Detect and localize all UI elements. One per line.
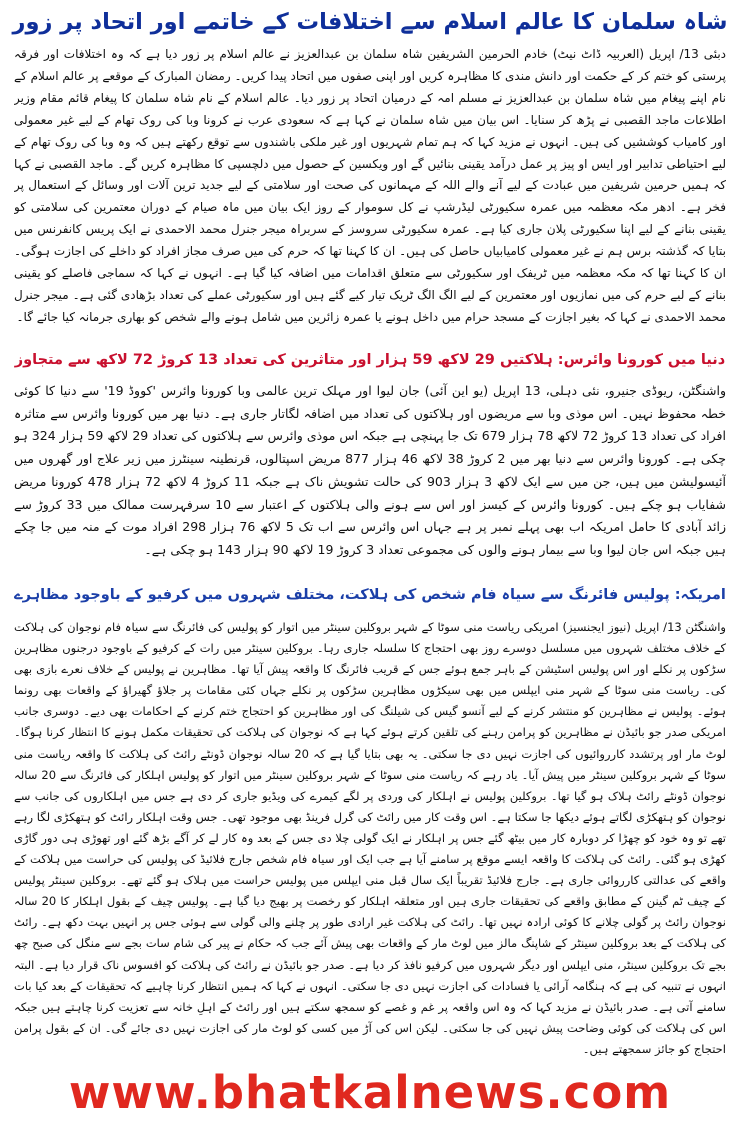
headline-us-police: امریکہ: پولیس فائرنگ سے سیاہ فام شخص کی ہلاکت، مختلف شہروں میں کرفیو کے باوجود مظاہرے <box>14 587 726 603</box>
article-body-coronavirus: واشنگٹن، ریوڈی جنیرو، نئی دہلی، 13 اپریل (یو این آئی) جان لیوا اور مہلک ترین عالمی وبا کورونا وائرس 'کووڈ 19' سے دنیا کا کوئی خطہ محفوظ نہیں۔ اس موذی وبا سے مریضوں اور ہلاکتوں کی تعداد میں اضافہ لگاتار جاری ہے۔ دنیا بھر میں کورونا وائرس سے متاثرہ افراد کی تعداد 13 کروڑ 72 لاکھ 78 ہزار 679 تک جا پہنچی ہے جبکہ اس موذی وائرس سے ہلاکتوں کی تعداد 29 لاکھ 59 ہزار 324 ہو چکی ہے۔ کورونا وائرس سے دنیا بھر میں 2 کروڑ 38 لاکھ 46 ہزار 877 مریض اسپتالوں، قرنطینہ سینٹرز میں زیر علاج اور گھروں میں آئیسولیشن میں ہیں، جن میں سے ایک لاکھ 3 ہزار 903 کی حالت تشویش ناک ہے جبکہ 11 کروڑ 4 لاکھ 72 ہزار 478 کورونا مریض شفایاب ہو چکے ہیں۔ کورونا وائرس کے کیسز اور اس سے ہونے والی ہلاکتوں کے اعتبار سے 10 سرفہرست ممالک میں 33 کروڑ سے زائد آبادی کا حامل امریکہ اب بھی پہلے نمبر پر ہے جہاں اس وائرس سے اب تک 5 لاکھ 76 ہزار 298 افراد موت کے منہ میں جا چکے ہیں جبکہ اس جان لیوا وبا سے بیمار ہونے والوں کی مجموعی تعداد 3 کروڑ 19 لاکھ 90 ہزار 143 ہو چکی ہے۔ <box>14 383 726 557</box>
article-body-saudi-king: دبئی 13/ اپریل (العربیہ ڈاٹ نیٹ) خادم الحرمین الشریفین شاہ سلمان بن عبدالعزیز نے عالم اسلام پر زور دیا ہے کہ وہ اختلافات اور فرقہ پرستی کو ختم کر کے حکمت اور دانش مندی کا مظاہرہ کریں اور اپنی صفوں میں اتحاد پیدا کریں۔ رمضان المبارک کے موقعے پر عالم اسلام کے نام اپنے پیغام میں شاہ سلمان بن عبدالعزیز نے مسلم امہ کے درمیان اتحاد پر زور دیا۔ عالم اسلام کے نام شاہ سلمان کا پیغام قائم مقام وزیر اطلاعات ماجد القصبی نے پڑھ کر سنایا۔ اس بیان میں شاہ سلمان نے کہا ہے کہ سعودی عرب نے کرونا وبا کی روک تھام کے لیے غیر معمولی اور کامیاب کوششیں کی ہیں۔ انہوں نے مزید کہا کہ ہم تمام شہریوں اور غیر ملکی باشندوں سے توقع رکھتے ہیں کہ وہ وبا کی روک تھام کے لیے احتیاطی تدابیر اور ایس او پیز پر عمل درآمد یقینی بنائیں گے اور ویکسین کے حصول میں دلچسپی کا مظاہرہ کریں گے۔ ماجد القصبی نے کہا کہ ہمیں حرمین شریفین میں عبادت کے لیے آنے والے اللہ کے مہمانوں کی صحت اور سلامتی کے لیے جدید ترین آلات اور وسائل کے استعمال پر فخر ہے۔ ادھر مکہ معظمہ میں عمرہ سکیورٹی لیڈرشپ نے کل سوموار کے روز ایک بیان میں ماہ صیام کے دوران معتمرین کی سلامتی کو یقینی بنانے کے لیے اپنا سکیورٹی پلان جاری کیا ہے۔ عمرہ سکیورٹی سروسز کے سربراہ میجر جنرل محمد الاحمدی نے ایک پریس کانفرنس میں بتایا کہ گذشتہ برس ہم نے غیر معمولی کامیابیاں حاصل کی ہیں۔ ان کا کہنا تھا کہ حرم کی میں صرف مجاز افراد کو داخلے کی اجازت ہوگی۔ ان کا کہنا تھا کہ مکہ معظمہ میں ٹریفک اور سکیورٹی سے متعلق اقدامات میں اضافہ کیا گیا ہے۔ انہوں نے کہا کہ سماجی فاصلے کو یقینی بنانے کے لیے حرم کی میں نمازیوں اور معتمرین کے لیے الگ الگ ٹریک تیار کیے گئے ہیں اور سکیورٹی عملے کی تعداد بڑھادی گئی ہے۔ میجر جنرل محمد الاحمدی نے کہا کہ بغیر اجازت کے مسجد حرام میں داخل ہونے یا عمرہ زائرین میں شامل ہونے والے شخص کو بھاری جرمانہ کیا جائے گا۔ <box>14 47 726 324</box>
headline-saudi-king: شاہ سلمان کا عالم اسلام سے اختلافات کے خاتمے اور اتحاد پر زور <box>12 9 728 35</box>
site-footer-url: www.bhatkalnews.com <box>68 1066 672 1119</box>
article-body-us-police: واشنگٹن 13/ اپریل (نیوز ایجنسیز) امریکی ریاست منی سوٹا کے شہر بروکلین سینٹر میں اتوار کو پولیس کی فائرنگ سے سیاہ فام نوجوان کی ہلاکت کے خلاف مختلف شہروں میں مسلسل دوسرے روز بھی احتجاج کا سلسلہ جاری رہا۔ بروکلین سینٹر میں رات کے کرفیو کے باوجود درجنوں مظاہرین سڑکوں پر نکلے اور اس پولیس اسٹیشن کے باہر جمع ہوئے جس کے قریب فائرنگ کا واقعہ پیش آیا تھا۔ مظاہرین نے پولیس کے خلاف نعرے بازی بھی کی۔ ریاست منی سوٹا کے شہر منی ایپلس میں بھی سیکڑوں مظاہرین سڑکوں پر نکلے جہاں کئی مقامات پر جلاؤ گھیراؤ کے واقعات بھی رونما ہوئے۔ پولیس نے مظاہرین کو منتشر کرنے کے لیے آنسو گیس کی شیلنگ کی اور مظاہرین کو احتجاج ختم کرنے کے احکامات بھی دیے۔ دوسری جانب امریکی صدر جو بائیڈن نے مظاہرین کو پرامن رہنے کی تلقین کرتے ہوئے کہا ہے کہ نوجوان کی ہلاکت کی تحقیقات مکمل ہونے کا انتظار کرنا ہوگا۔ لوٹ مار اور پرتشدد کارروائیوں کی اجازت نہیں دی جا سکتی۔ یہ بھی بتایا گیا ہے کہ 20 سالہ نوجوان ڈونٹے رائٹ کی ہلاکت کا واقعہ ریاست منی سوٹا کے شہر بروکلین سینٹر میں پیش آیا۔ یاد رہے کہ ریاست منی سوٹا کے شہر بروکلین سینٹر میں اتوار کو پولیس اہلکار کی فائرنگ سے 20 سالہ نوجوان ڈونٹے رائٹ ہلاک ہو گیا تھا۔ بروکلین پولیس نے اہلکار کی وردی پر لگے کیمرے کی ویڈیو جاری کر دی ہے جس میں اہلکاروں کی جانب سے نوجوان کو ہتھکڑی لگاتے ہوئے دیکھا جا سکتا ہے۔ اس وقت کار میں رائٹ کی گرل فرینڈ بھی موجود تھی۔ جس وقت اہلکار رائٹ کو ہتھکڑی لگا رہے تھے تو وہ خود کو چھڑا کر دوبارہ کار میں بیٹھ گئے جس پر اہلکار نے ایک گولی چلا دی جس کے بعد وہ کار لے کر آگے بڑھ گئے اور تھوڑی ہی دور گاڑی کھڑی ہو گئی۔ رائٹ کی ہلاکت کا واقعہ ایسے موقع پر سامنے آیا ہے جب ایک اور سیاہ فام شخص جارج فلائیڈ کی پولیس کی حراست میں ہلاکت کے واقعے کی عدالتی کارروائی جاری ہے۔ جارج فلائیڈ تقریباً ایک سال قبل منی ایپلس میں پولیس حراست میں ہلاک ہو گئے تھے۔ بروکلین سینٹر پولیس کے چیف ٹم گینن کے مطابق واقعے کی تحقیقات جاری ہیں اور متعلقہ اہلکار کو رخصت پر بھیج دیا گیا ہے۔ پولیس چیف کے بقول اہلکار کا 20 سالہ نوجوان رائٹ پر گولی چلانے کا کوئی ارادہ نہیں تھا۔ رائٹ کی ہلاکت غیر ارادی طور پر چلنے والی گولی سے ہوئی جس پر انہیں بہت دکھ ہے۔ رائٹ کی ہلاکت کے بعد بروکلین سینٹر کے شاپنگ مالز میں لوٹ مار کے واقعات بھی پیش آئے جب کہ حکام نے پیر کی شام سات بجے سے منگل کی صبح چھ بجے تک بروکلین سینٹر، منی ایپلس اور دیگر شہروں میں کرفیو نافذ کر دیا ہے۔ صدر جو بائیڈن نے رائٹ کی ہلاکت کو افسوس ناک قرار دیا ہے۔ البتہ انہوں نے تنبیہ کی ہے کہ ہنگامہ آرائی یا فسادات کی اجازت نہیں دی جا سکتی۔ انہوں نے کہا کہ ہمیں انتظار کرنا چاہیے کہ تحقیقات کے بعد کیا بات سامنے آتی ہے۔ صدر بائیڈن نے مزید کہا کہ وہ اس واقعہ پر غم و غصے کو سمجھ سکتے ہیں اور رائٹ کے اہلِ خانہ سے تعزیت کرنا چاہتے ہیں جبکہ اس کی ہلاکت کی کوئی وضاحت پیش نہیں کی جا سکتی۔ لیکن اس کی آڑ میں کسی کو لوٹ مار کی اجازت نہیں دی جائے گی۔ ان کے بقول پرامن احتجاج کو جائز سمجھتے ہیں۔ <box>14 620 726 1056</box>
headline-coronavirus: دنیا میں کورونا وائرس: ہلاکتیں 29 لاکھ 59 ہزار اور متاثرین کی تعداد 13 کروڑ 72 لاکھ سے متجاوز <box>14 352 726 368</box>
